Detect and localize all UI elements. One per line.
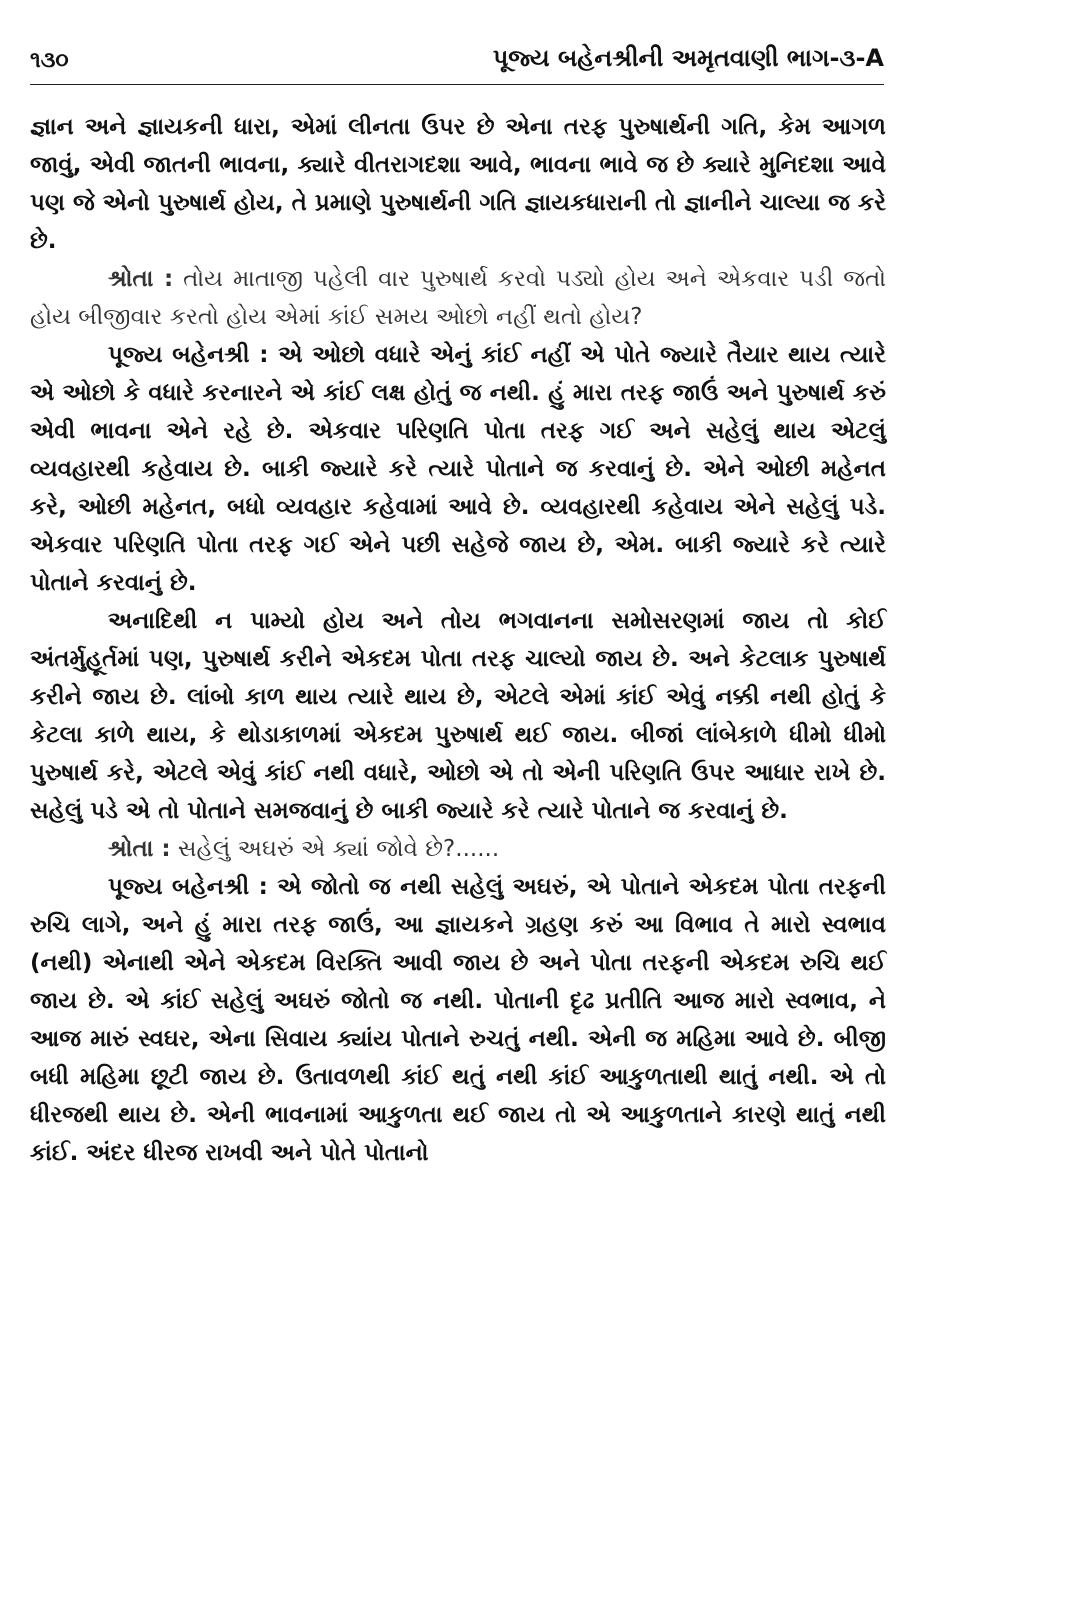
speaker-label: શ્રોતા :	[108, 266, 174, 292]
paragraph-text: તોય માતાજી પહેલી વાર પુરુષાર્થ કરવો પડ્યો હોય અને એકવાર પડી જતો હોય બીજીવાર કરતો હોય એમાં કાંઈ સમય ઓછો નહીં થતો હોય?	[30, 266, 886, 330]
paragraph-1	[30, 108, 886, 260]
paragraph-6-bahenshri	[30, 868, 886, 1172]
paragraph-3-bahenshri	[30, 336, 886, 602]
page-number: ૧૩૦	[30, 48, 69, 73]
paragraph-text: જ્ઞાન અને જ્ઞાયકની ધારા, એમાં લીનતા ઉપર છે એના તરફ પુરુષાર્થની ગતિ, કેમ આગળ જાવું, એવી જાતની ભાવના, ક્યારે વીતરાગદશા આવે, ભાવના ભાવે જ છે ક્યારે મુનિદશા આવે પણ જે એનો પુરુષાર્થ હોય, તે પ્રમાણે પુરુષાર્થની ગતિ જ્ઞાયકધારાની તો જ્ઞાનીને ચાલ્યા જ કરે છે.	[30, 114, 886, 254]
paragraph-2-listener	[30, 260, 886, 336]
paragraph-4	[30, 602, 886, 830]
running-title: પૂજ્ય બહેનશ્રીની અમૃતવાણી ભાગ-૩-A	[492, 44, 884, 72]
paragraph-text: અનાદિથી ન પામ્યો હોય અને તોય ભગવાનના સમોસરણમાં જાય તો કોઈ અંતર્મુહૂર્તમાં પણ, પુરુષાર્થ કરીને એકદમ પોતા તરફ ચાલ્યો જાય છે. અને કેટલાક પુરુષાર્થ કરીને જાય છે. લાંબો કાળ થાય ત્યારે થાય છે, એટલે એમાં કાંઈ એવું નક્કી નથી હોતું કે કેટલા કાળે થાય, કે થોડાકાળમાં એકદમ પુરુષાર્થ થઈ જાય. બીજાં લાંબેકાળે ધીમો ધીમો પુરુષાર્થ કરે, એટલે એવું કાંઈ નથી વધારે, ઓછો એ તો એની પરિણતિ ઉપર આધાર રાખે છે. સહેલું પડે એ તો પોતાને સમજવાનું છે બાકી જ્યારે કરે ત્યારે પોતાને જ કરવાનું છે.	[30, 608, 886, 824]
speaker-label: પૂજ્ય બહેનશ્રી :	[108, 874, 268, 900]
paragraph-text: એ ઓછો વધારે એનું કાંઈ નહીં એ પોતે જ્યારે તૈયાર થાય ત્યારે એ ઓછો કે વધારે કરનારને એ કાંઈ લક્ષ હોતું જ નથી. હું મારા તરફ જાઉં અને પુરુષાર્થ કરું એવી ભાવના એને રહે છે. એકવાર પરિણતિ પોતા તરફ ગઈ અને સહેલું થાય એટલું વ્યવહારથી કહેવાય છે. બાકી જ્યારે કરે ત્યારે પોતાને જ કરવાનું છે. એને ઓછી મહેનત કરે, ઓછી મહેનત, બધો વ્યવહાર કહેવામાં આવે છે. વ્યવહારથી કહેવાય એને સહેલું પડે. એકવાર પરિણતિ પોતા તરફ ગઈ એને પછી સહેજે જાય છે, એમ. બાકી જ્યારે કરે ત્યારે પોતાને કરવાનું છે.	[30, 342, 886, 596]
paragraph-5-listener	[30, 830, 886, 868]
page-header	[30, 44, 884, 85]
speaker-label: શ્રોતા :	[108, 836, 171, 862]
paragraph-text: સહેલું અઘરું એ ક્યાં જોવે છે?......	[170, 836, 500, 862]
paragraph-text: એ જોતો જ નથી સહેલું અઘરું, એ પોતાને એકદમ પોતા તરફની રુચિ લાગે, અને હું મારા તરફ જાઉં, આ જ્ઞાયકને ગ્રહણ કરું આ વિભાવ તે મારો સ્વભાવ (નથી) એનાથી એને એકદમ વિરક્તિ આવી જાય છે અને પોતા તરફની એકદમ રુચિ થઈ જાય છે. એ કાંઈ સહેલું અઘરું જોતો જ નથી. પોતાની દૃઢ પ્રતીતિ આજ મારો સ્વભાવ, ને આજ મારું સ્વઘર, એના સિવાય ક્યાંય પોતાને રુચતું નથી. એની જ મહિમા આવે છે. બીજી બધી મહિમા છૂટી જાય છે. ઉતાવળથી કાંઈ થતું નથી કાંઈ આકુળતાથી થાતું નથી. એ તો ધીરજથી થાય છે. એની ભાવનામાં આકુળતા થઈ જાય તો એ આકુળતાને કારણે થાતું નથી કાંઈ. અંદર ધીરજ રાખવી અને પોતે પોતાનો	[30, 874, 886, 1166]
body-text	[30, 108, 886, 1172]
speaker-label: પૂજ્ય બહેનશ્રી :	[108, 342, 269, 368]
